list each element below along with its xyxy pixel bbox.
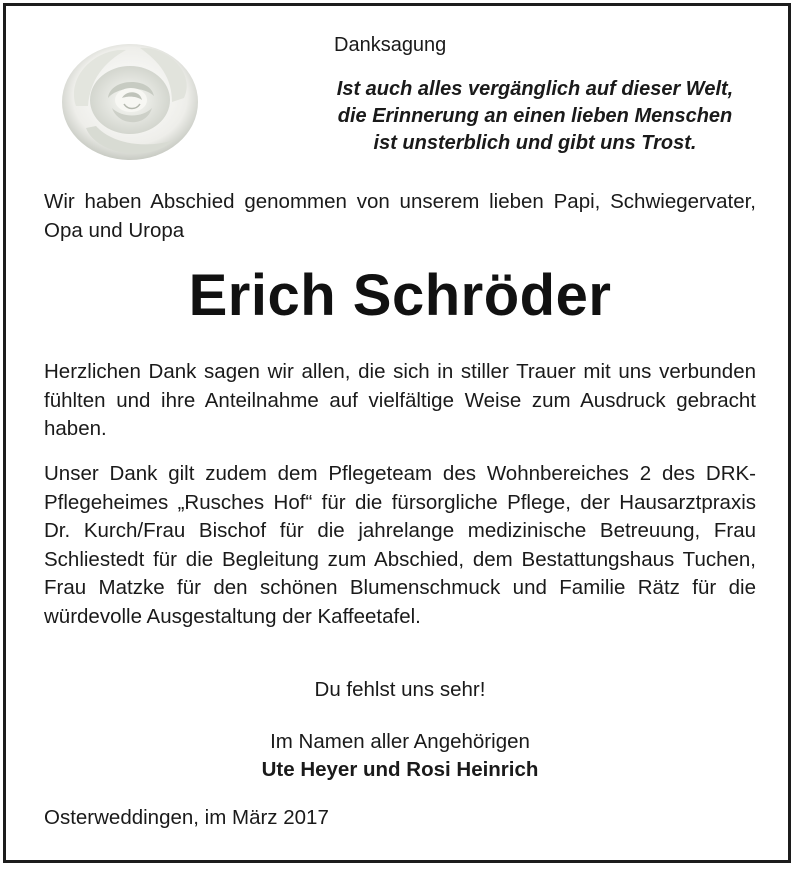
- place-date: Osterweddingen, im März 2017: [44, 806, 329, 829]
- deceased-name: Erich Schröder: [188, 263, 612, 328]
- signers-names: Ute Heyer und Rosi Heinrich: [261, 758, 539, 781]
- quote-line: ist unsterblich und gibt uns Trost.: [373, 132, 697, 154]
- thanks-paragraph-1: Herzlichen Dank sagen wir allen, die sich in stiller Trauer mit uns verbunden fühlten und ihre Anteilnahme auf vielfältige Weise zum Ausdruck gebracht haben.: [44, 360, 756, 440]
- quote-line: Ist auch alles vergänglich auf dieser Welt,: [336, 78, 734, 100]
- memorial-quote: [330, 76, 740, 157]
- intro-text: Wir haben Abschied genommen von unserem lieben Papi, Schwiegervater, Opa und Uropa: [44, 190, 756, 242]
- thanks-paragraph-2: Unser Dank gilt zudem dem Pflegeteam des Wohnbereiches 2 des DRK-Pflegeheimes „Rusches Hof“ für die fürsorgliche Pflege, der Hausarztpraxis Dr. Kurch/Frau Bischof für die jahrelange medizinische Betreuung, Frau Schliestedt für die Begleitung zum Abschied, dem Bestattungshaus Tuchen, Frau Matzke für den schönen Blumenschmuck und Familie Rätz für die würdevolle Ausgestaltung der Kaffeetafel.: [44, 462, 756, 628]
- on-behalf-line: Im Namen aller Angehörigen: [270, 730, 530, 753]
- heading-danksagung: Danksagung: [334, 34, 447, 56]
- quote-line: die Erinnerung an einen lieben Menschen: [337, 105, 733, 127]
- closing-line: Du fehlst uns sehr!: [314, 678, 486, 701]
- white-rose-icon: [56, 36, 204, 166]
